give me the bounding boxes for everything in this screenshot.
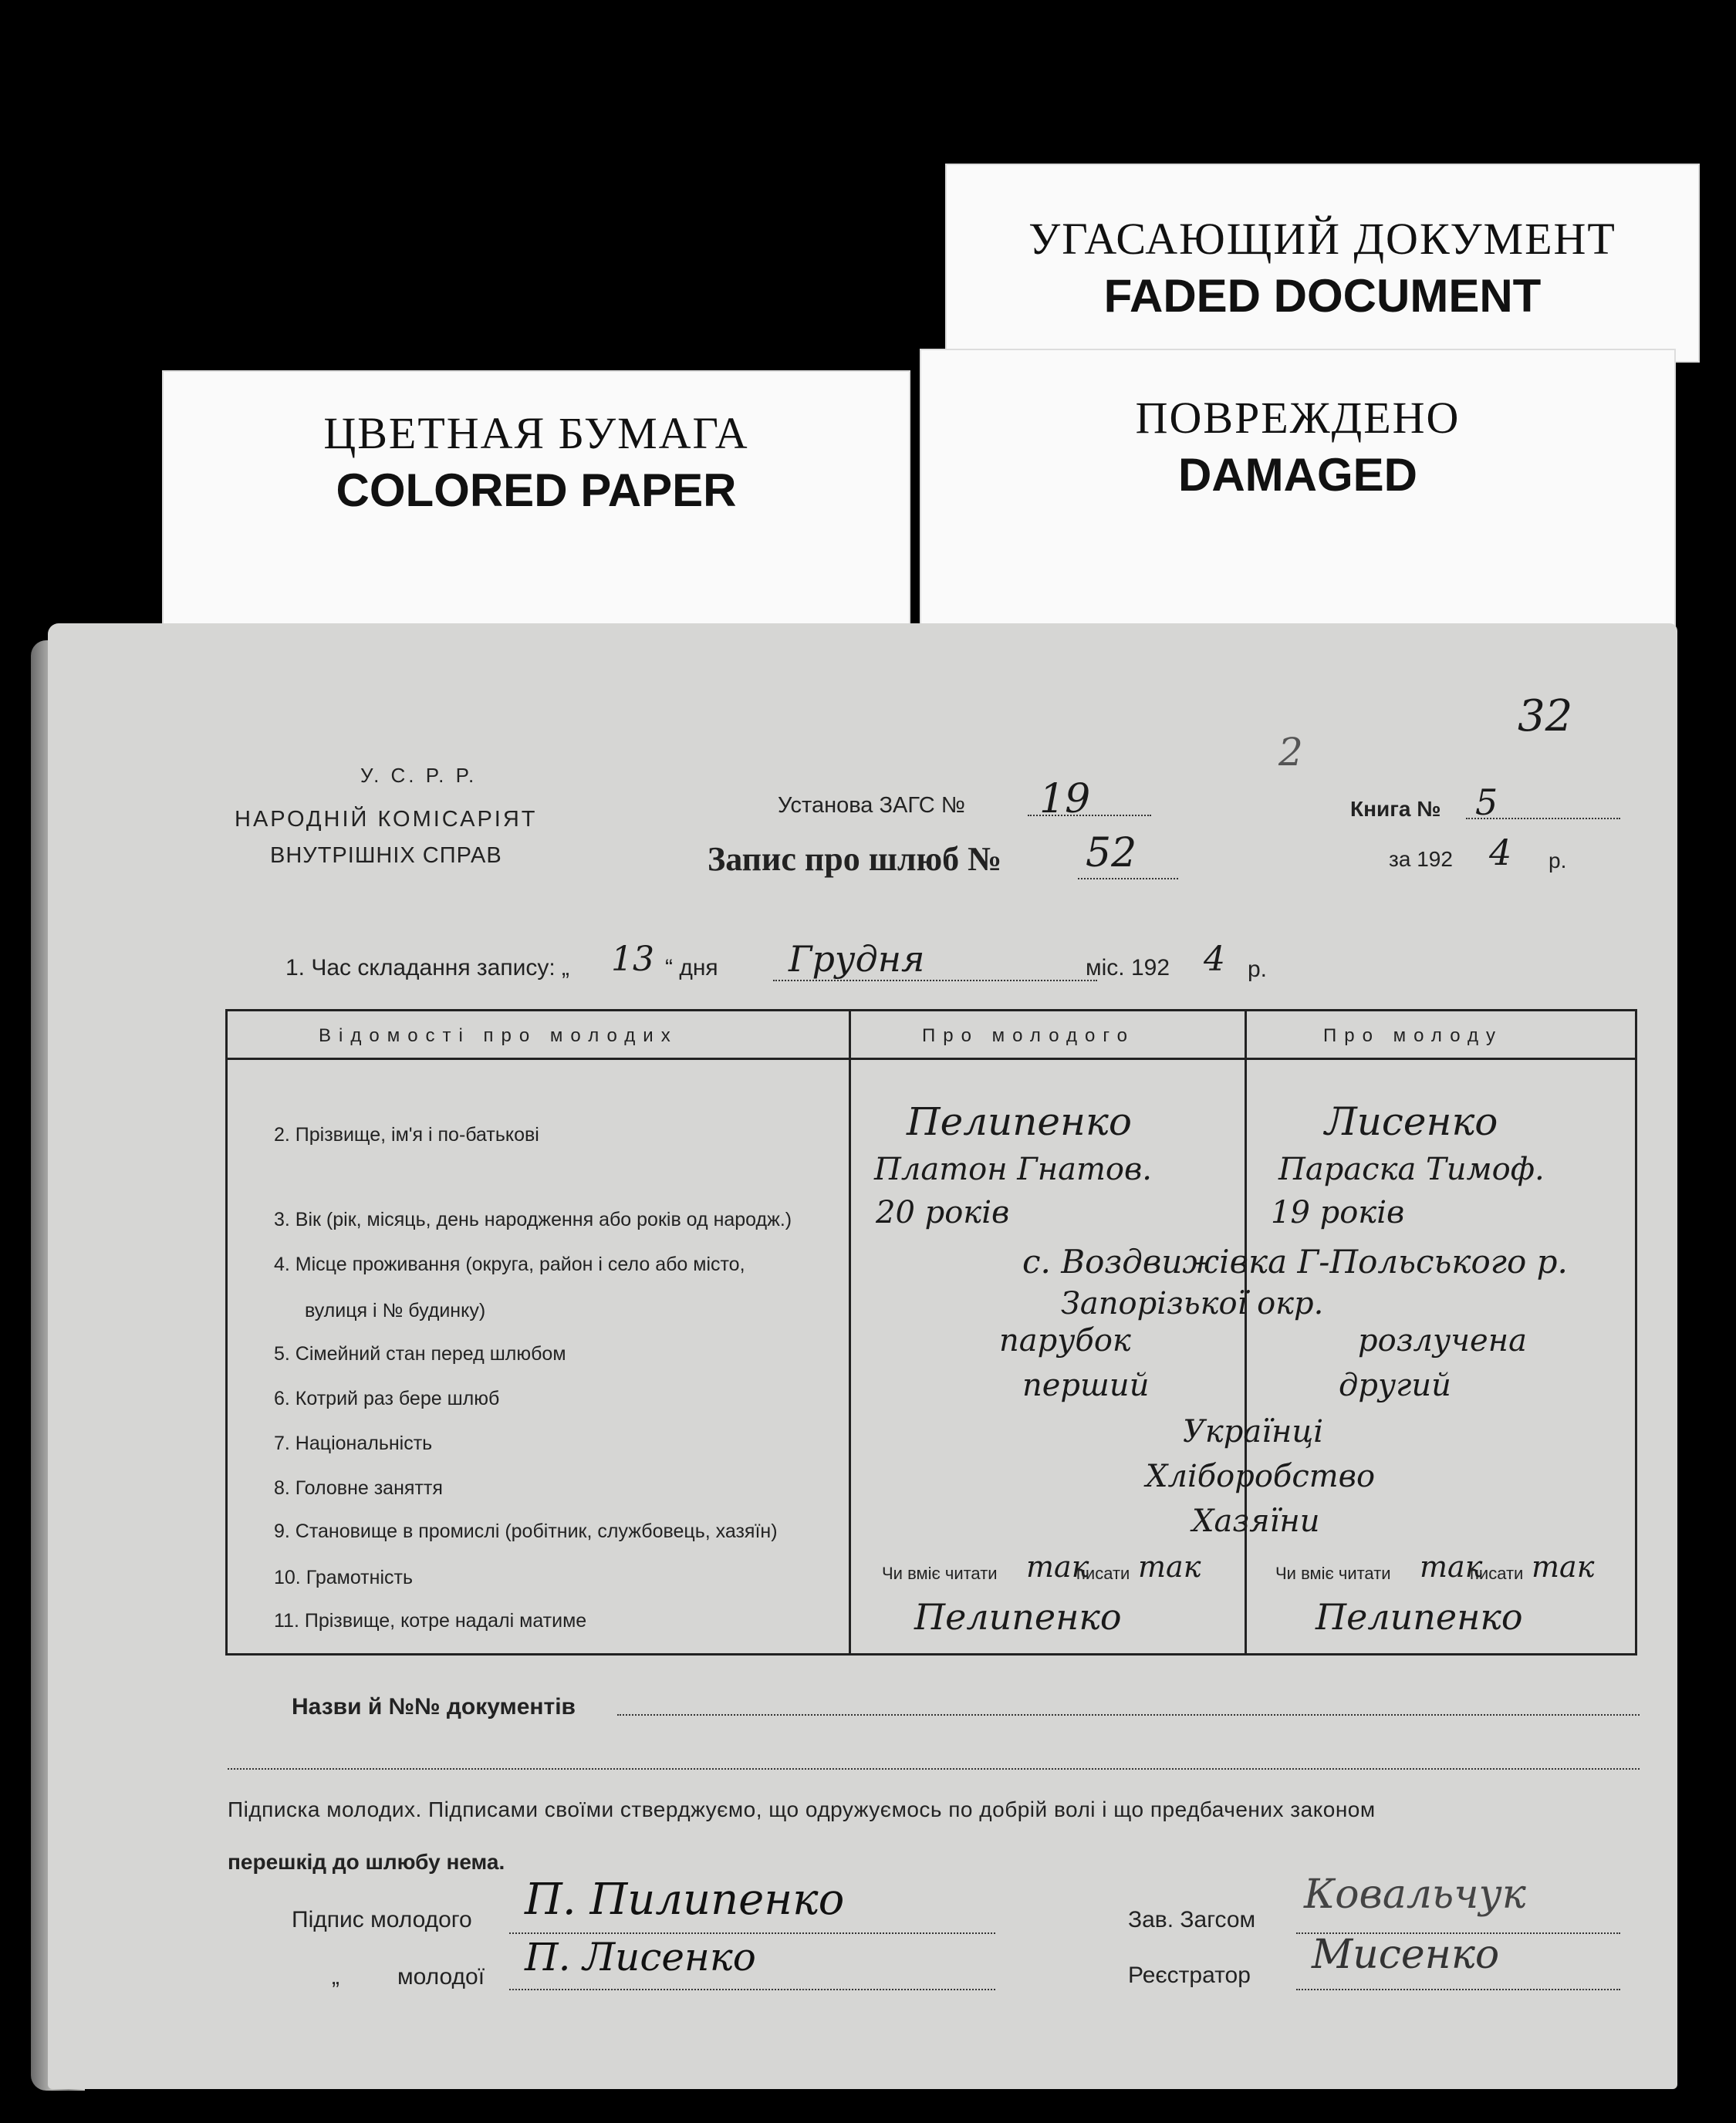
page-number: 32 (1518, 691, 1573, 741)
bride-future-surname: Пелипенко (1316, 1596, 1523, 1638)
institution-number: 19 (1039, 776, 1091, 822)
entry-day-suffix: “ дня (665, 955, 718, 980)
row-label-street: вулиця і № будинку) (305, 1300, 486, 1321)
groom-name: Платон Гнатов. (874, 1152, 1152, 1187)
institution-line (1028, 815, 1151, 816)
year-suffix: р. (1549, 849, 1567, 872)
commissariat-line-1: НАРОДНІЙ КОМІСАРІЯТ (235, 807, 538, 832)
bride-signature-label: молодої (397, 1964, 485, 1990)
entry-month-label: міс. 192 (1086, 955, 1170, 980)
marriage-table (225, 1009, 1637, 1656)
entry-month: Грудня (789, 938, 925, 980)
registrar-signature-line (1296, 1989, 1620, 1990)
column-divider (849, 1011, 851, 1653)
book-number: 5 (1475, 781, 1498, 823)
faded-label-en: FADED DOCUMENT (1103, 270, 1542, 322)
row-label-future-surname: 11. Прізвище, котре надалі матиме (274, 1610, 587, 1632)
bride-signature-line (509, 1989, 995, 1990)
record-title: Запис про шлюб № (708, 840, 1002, 878)
bride-age: 19 років (1271, 1195, 1405, 1230)
head-signature: Ковальчук (1304, 1872, 1526, 1918)
head-signature-label: Зав. Загсом (1128, 1907, 1256, 1932)
bride-signature: П. Лисенко (525, 1935, 756, 1980)
header-groom: Про молодого (922, 1025, 1135, 1046)
row-label-status: 5. Сімейний стан перед шлюбом (274, 1343, 566, 1365)
damaged-label-en: DAMAGED (1178, 449, 1417, 501)
faded-document-label (945, 164, 1700, 363)
shared-residence-2: Запорізької окр. (1061, 1286, 1324, 1321)
entry-year-digit: 4 (1204, 940, 1225, 979)
year-label: за 192 (1389, 847, 1453, 871)
book-line (1466, 818, 1620, 819)
groom-signature-label: Підпис молодого (292, 1907, 472, 1932)
statement-line-2: перешкід до шлюбу нема. (228, 1850, 505, 1874)
registrar-signature-label: Реєстратор (1128, 1963, 1251, 1988)
shared-nationality: Українці (1183, 1414, 1324, 1450)
damaged-label-ru: ПОВРЕЖДЕНО (1135, 393, 1461, 443)
bride-status: розлучена (1358, 1323, 1527, 1359)
groom-future-surname: Пелипенко (914, 1596, 1122, 1638)
groom-read: так (1026, 1550, 1089, 1584)
row-label-occupation: 8. Головне заняття (274, 1477, 443, 1499)
registrar-signature: Мисенко (1312, 1932, 1500, 1978)
month-line (773, 980, 1097, 981)
entry-time-label: 1. Час складання запису: „ (285, 955, 570, 980)
ussr-heading: У. С. Р. Р. (360, 764, 478, 787)
bride-write-label: писати (1470, 1564, 1524, 1583)
groom-signature: П. Пилипенко (525, 1875, 845, 1925)
column-divider (1245, 1011, 1247, 1653)
documents-label: Назви й №№ документів (292, 1694, 576, 1720)
groom-write: так (1138, 1550, 1201, 1584)
documents-line-2 (228, 1768, 1640, 1770)
bride-read-label: Чи вміє читати (1275, 1564, 1391, 1583)
groom-write-label: писати (1076, 1564, 1130, 1583)
record-number: 52 (1086, 830, 1137, 876)
groom-signature-line (509, 1932, 995, 1934)
row-label-times: 6. Котрий раз бере шлюб (274, 1388, 500, 1409)
header-info: Відомості про молодих (319, 1025, 678, 1046)
colored-label-en: COLORED PAPER (336, 464, 737, 516)
row-label-age: 3. Вік (рік, місяць, день народження або років од народж.) (274, 1209, 792, 1230)
entry-year-suffix: р. (1248, 957, 1268, 982)
row-label-position: 9. Становище в промислі (робітник, службовець, хазяїн) (274, 1521, 778, 1542)
book-label: Книга № (1350, 797, 1441, 821)
shared-residence-1: с. Воздвижівка Г-Польського р. (1022, 1243, 1568, 1281)
year-digit: 4 (1489, 832, 1512, 873)
header-divider (228, 1058, 1635, 1060)
row-label-name: 2. Прізвище, ім'я і по-батькові (274, 1124, 539, 1146)
row-label-residence: 4. Місце проживання (округа, район і село або місто, (274, 1254, 745, 1275)
statement-line-1: Підписка молодих. Підписами своїми стверджуємо, що одружуємось по добрій волі і що предбачених законом (228, 1797, 1376, 1821)
bride-name: Параска Тимоф. (1278, 1152, 1545, 1187)
row-label-literacy: 10. Грамотність (274, 1567, 413, 1588)
shared-occupation: Хліборобство (1146, 1459, 1376, 1494)
groom-age: 20 років (876, 1195, 1010, 1230)
bride-read: так (1420, 1550, 1483, 1584)
bride-times: другий (1339, 1368, 1451, 1403)
institution-label: Установа ЗАГС № (778, 793, 965, 818)
groom-read-label: Чи вміє читати (882, 1564, 998, 1583)
groom-times: перший (1022, 1368, 1150, 1403)
row-label-nationality: 7. Національність (274, 1433, 433, 1454)
entry-day: 13 (611, 940, 654, 979)
bride-write: так (1532, 1550, 1595, 1584)
corner-mark: 2 (1278, 730, 1303, 775)
colored-paper-label (162, 370, 910, 633)
documents-line-1 (617, 1714, 1640, 1716)
bride-surname: Лисенко (1325, 1099, 1498, 1144)
damaged-label (920, 349, 1676, 634)
groom-surname: Пелипенко (907, 1099, 1132, 1144)
colored-label-ru: ЦВЕТНАЯ БУМАГА (323, 408, 749, 458)
shared-position: Хазяїни (1192, 1504, 1320, 1539)
header-bride: Про молоду (1323, 1025, 1504, 1046)
record-line (1078, 878, 1178, 879)
bride-signature-prefix: „ (332, 1964, 339, 1990)
commissariat-line-2: ВНУТРІШНІХ СПРАВ (270, 843, 502, 868)
faded-label-ru: УГАСАЮЩИЙ ДОКУМЕНТ (1028, 214, 1616, 264)
groom-status: парубок (999, 1323, 1131, 1359)
